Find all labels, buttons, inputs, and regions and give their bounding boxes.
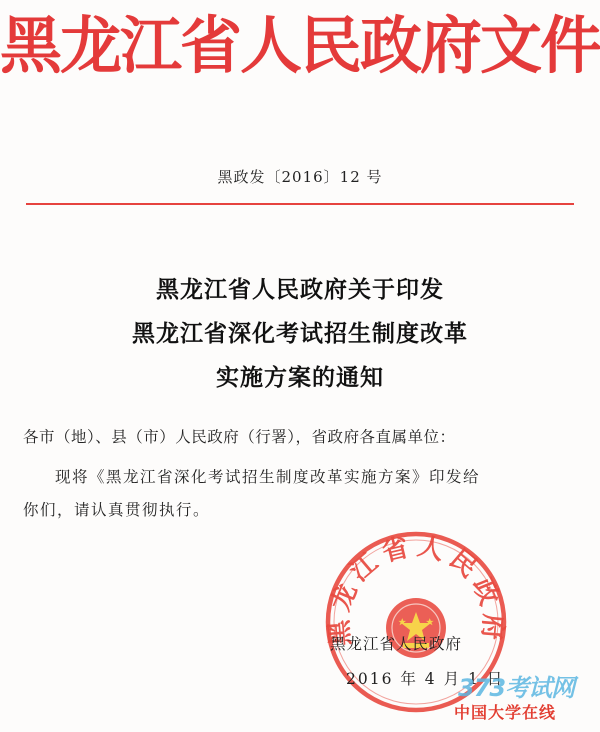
issue-date: 2016 年 4 月 1 日 — [346, 670, 505, 688]
issuing-unit: 黑龙江省人民政府 — [330, 635, 463, 653]
notice-title-line-3: 实施方案的通知 — [216, 365, 384, 391]
body-paragraph — [23, 461, 579, 527]
document-number: 黑政发〔2016〕12 号 — [217, 168, 383, 186]
document-header-title: 黑龙江省人民政府文件 — [0, 9, 600, 82]
red-divider-line — [26, 203, 574, 205]
watermark-caption: 中国大学在线 — [454, 703, 557, 722]
notice-title — [0, 268, 600, 400]
site-watermark — [452, 668, 592, 728]
body-paragraph-line-1 — [23, 461, 579, 494]
watermark-logo-text: 373考试网 — [458, 674, 575, 702]
addressee-line: 各市（地）、县（市）人民政府（行署），省政府各直属单位： — [23, 428, 456, 446]
body-paragraph-line-2: 你们，请认真贯彻执行。 — [23, 501, 211, 519]
notice-title-line-1: 黑龙江省人民政府关于印发 — [156, 277, 444, 303]
body-paragraph-line-1-text: 现将《黑龙江省深化考试招生制度改革实施方案》印发给 — [55, 468, 481, 486]
svg-text:黑龙江省人民政府: 黑龙江省人民政府 — [323, 531, 509, 648]
notice-title-line-2: 黑龙江省深化考试招生制度改革 — [132, 321, 468, 347]
